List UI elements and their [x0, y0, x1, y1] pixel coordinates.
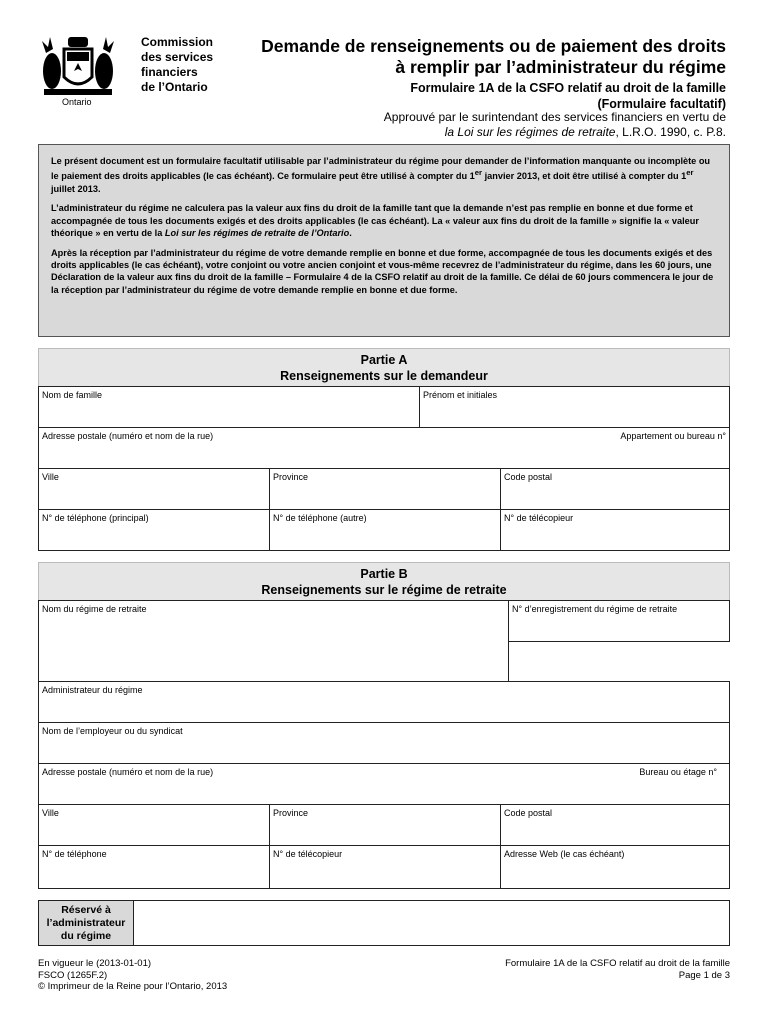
org-line: de l’Ontario	[141, 80, 208, 94]
ontario-coat-of-arms-logo	[38, 33, 118, 105]
plan-name-field[interactable]: Nom du régime de retraite	[38, 600, 509, 682]
approval-line: Approuvé par le surintendant des services financiers en vertu de	[383, 110, 726, 124]
province-field[interactable]: Province	[269, 468, 501, 510]
reserved-for-administrator-label: Réservé à l’administrateur du régime	[38, 900, 134, 946]
address-field[interactable]: Adresse postale (numéro et nom de la rue) Appartement ou bureau n°	[38, 427, 730, 469]
footer-right	[505, 958, 730, 981]
reserved-for-administrator-field[interactable]	[134, 900, 730, 946]
part-a-header	[38, 348, 730, 386]
org-line: Commission	[141, 35, 214, 49]
notice-paragraph-2: L’administrateur du régime ne calculera pas la valeur aux fins du droit de la famille tant que la demande n’est pas remplie en bonne et due forme et accompagnée de tous les documents exigés et des droits applicables (le cas échéant). La « valeur aux fins du droit de la famille » signifie la « valeur théorique » en vertu de la Loi sur les régimes de retraite de l’Ontario.	[51, 203, 699, 239]
part-a-title: Partie A	[360, 353, 408, 367]
part-b-subtitle: Renseignements sur le régime de retraite	[261, 583, 507, 597]
title-line: à remplir par l’administrateur du régime	[395, 57, 726, 77]
footer-left	[38, 958, 227, 993]
plan-city-field[interactable]: Ville	[38, 804, 270, 846]
plan-website-field[interactable]: Adresse Web (le cas échéant)	[500, 845, 730, 889]
logo-caption: Ontario	[62, 97, 92, 107]
primary-phone-field[interactable]: N° de téléphone (principal)	[38, 509, 270, 551]
effective-date: En vigueur le (2013-01-01)	[38, 958, 152, 969]
organization-name	[141, 35, 213, 95]
postal-code-field[interactable]: Code postal	[500, 468, 730, 510]
plan-administrator-field[interactable]: Administrateur du régime	[38, 681, 730, 723]
org-line: des services	[141, 50, 214, 64]
fax-field[interactable]: N° de télécopieur	[500, 509, 730, 551]
part-b-title: Partie B	[360, 567, 408, 581]
plan-province-field[interactable]: Province	[269, 804, 501, 846]
plan-postal-code-field[interactable]: Code postal	[500, 804, 730, 846]
title-line: Demande de renseignements ou de paiement des droits	[261, 36, 726, 56]
office-label: Bureau ou étage n°	[639, 767, 717, 777]
copyright: © Imprimeur de la Reine pour l’Ontario, 2013	[38, 981, 228, 992]
form-subtitle	[410, 80, 726, 112]
plan-address-field[interactable]: Adresse postale (numéro et nom de la rue) Bureau ou étage n°	[38, 763, 730, 805]
approval-statement	[384, 110, 726, 140]
instructions-notice	[38, 144, 730, 337]
registration-number-field[interactable]: N° d’enregistrement du régime de retraite	[508, 600, 730, 642]
law-name: la Loi sur les régimes de retraite	[444, 125, 616, 139]
form-code: FSCO (1265F.2)	[38, 969, 108, 981]
last-name-field[interactable]: Nom de famille	[38, 386, 420, 428]
law-reference: , L.R.O. 1990, c. P.8.	[615, 125, 726, 139]
footer-form-name: Formulaire 1A de la CSFO relatif au droit de la famille	[505, 958, 730, 969]
form-title	[261, 36, 726, 78]
first-name-field[interactable]: Prénom et initiales	[419, 386, 730, 428]
subtitle-line: (Formulaire facultatif)	[597, 97, 726, 111]
part-b-header	[38, 562, 730, 600]
city-field[interactable]: Ville	[38, 468, 270, 510]
subtitle-line: Formulaire 1A de la CSFO relatif au droit de la famille	[410, 81, 726, 95]
notice-paragraph-3: Après la réception par l’administrateur du régime de votre demande remplie en bonne et due forme, accompagnée de tous les documents exigés et des droits applicables (le cas échéant), votre conjoint ou votre ancien conjoint et vous-même recevrez de l’administrateur du régime, dans les 60 jours, une Déclaration de la valeur aux fins du droit de la famille – Formulaire 4 de la CSFO relatif au droit de la famille. Ce délai de 60 jours commencera le jour de la réception par l’administrateur du régime de votre demande remplie en bonne et due forme.	[51, 247, 714, 295]
part-a-subtitle: Renseignements sur le demandeur	[280, 369, 488, 383]
other-phone-field[interactable]: N° de téléphone (autre)	[269, 509, 501, 551]
page-number: Page 1 de 3	[678, 969, 730, 981]
notice-paragraph-1: Le présent document est un formulaire facultatif utilisable par l’administrateur du régime pour demander de l’information manquante ou incomplète ou le paiement des droits applicables (le cas échéant). Ce formulaire peut être utilisé à compter du 1er janvier 2013, et doit être utilisé à compter du 1er juillet 2013.	[51, 156, 711, 194]
plan-fax-field[interactable]: N° de télécopieur	[269, 845, 501, 889]
plan-phone-field[interactable]: N° de téléphone	[38, 845, 270, 889]
approval-line	[384, 125, 726, 140]
employer-field[interactable]: Nom de l’employeur ou du syndicat	[38, 722, 730, 764]
org-line: financiers	[141, 65, 198, 79]
apartment-label: Appartement ou bureau n°	[620, 431, 726, 441]
